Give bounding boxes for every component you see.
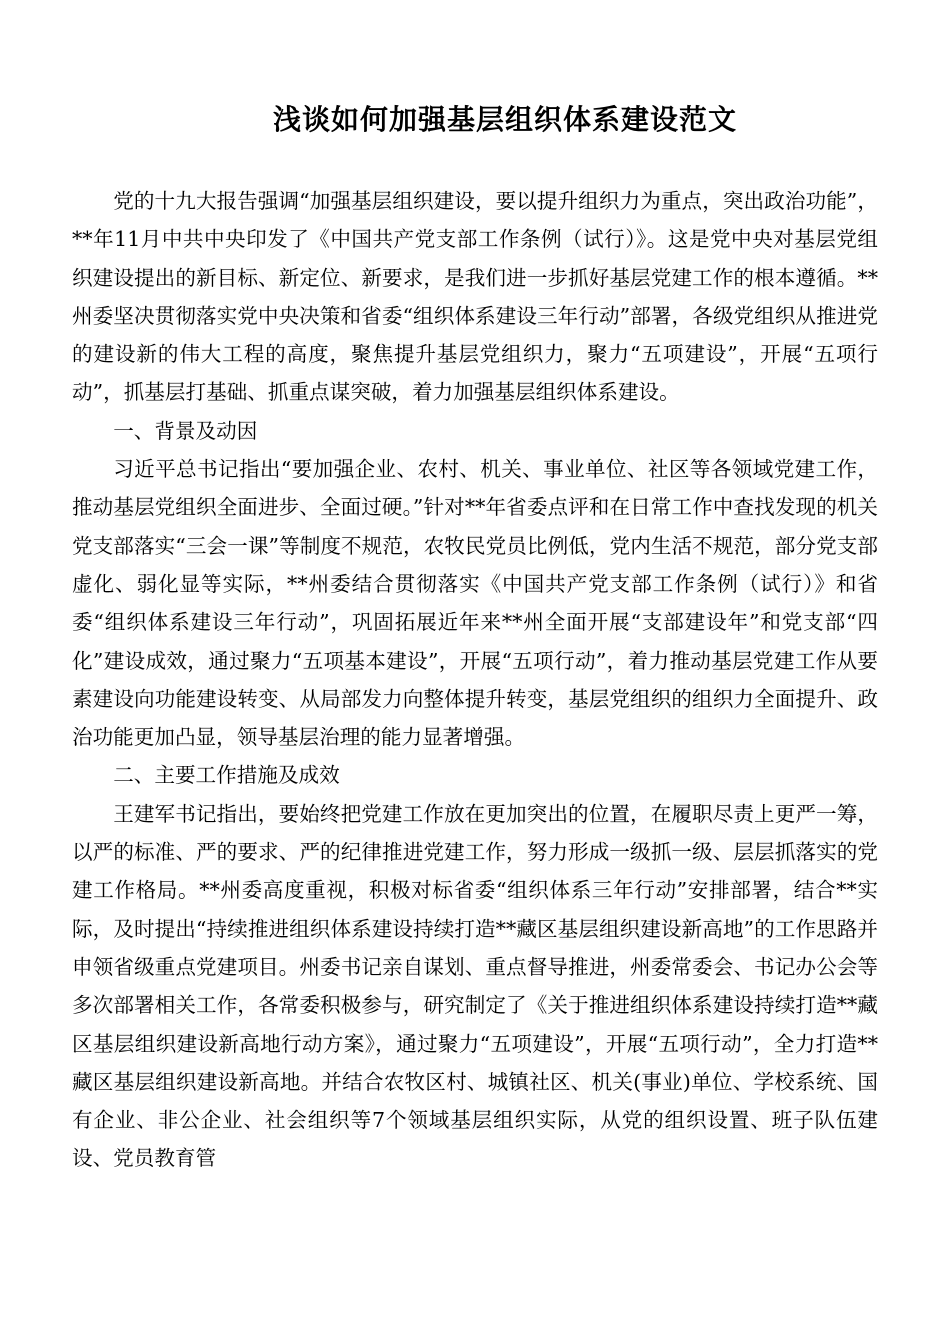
paragraph-measures: 王建军书记指出，要始终把党建工作放在更加突出的位置，在履职尽责上更严一筹，以严的标准、严的要求、严的纪律推进党建工作，努力形成一级抓一级、层层抓落实的党建工作格局。**州委高度重视，积极对标省委“组织体系三年行动”安排部署，结合**实际，及时提出“持续推进组织体系建设持续打造**藏区基层组织建设新高地”的工作思路并申领省级重点党建项目。州委书记亲自谋划、重点督导推进，州委常委会、书记办公会等多次部署相关工作，各常委积极参与，研究制定了《关于推进组织体系建设持续打造**藏区基层组织建设新高地行动方案》，通过聚力“五项建设”，开展“五项行动”，全力打造**藏区基层组织建设新高地。并结合农牧区村、城镇社区、机关(事业)单位、学校系统、国有企业、非公企业、社会组织等7个领域基层组织实际，从党的组织设置、班子队伍建设、党员教育管 [72, 801, 878, 1171]
section-heading-background: 一、背景及动因 [113, 418, 258, 443]
document-title: 浅谈如何加强基层组织体系建设范文 [272, 103, 737, 136]
document-body [72, 182, 878, 1178]
paragraph-intro: 党的十九大报告强调“加强基层组织建设，要以提升组织力为重点，突出政治功能”，**年11月中共中央印发了《中国共产党支部工作条例（试行）》。这是党中央对基层党组织建设提出的新目标、新定位、新要求，是我们进一步抓好基层党建工作的根本遵循。**州委坚决贯彻落实党中央决策和省委“组织体系建设三年行动”部署，各级党组织从推进党的建设新的伟大工程的高度，聚焦提升基层党组织力，聚力“五项建设”，开展“五项行动”，抓基层打基础、抓重点谋突破，着力加强基层组织体系建设。 [72, 189, 878, 405]
paragraph-background: 习近平总书记指出“要加强企业、农村、机关、事业单位、社区等各领域党建工作，推动基层党组织全面进步、全面过硬。”针对**年省委点评和在日常工作中查找发现的机关党支部落实“三会一课”等制度不规范，农牧民党员比例低，党内生活不规范，部分党支部虚化、弱化显等实际，**州委结合贯彻落实《中国共产党支部工作条例（试行）》和省委“组织体系建设三年行动”，巩固拓展近年来**州全面开展“支部建设年”和党支部“四化”建设成效，通过聚力“五项基本建设”，开展“五项行动”，着力推动基层党建工作从要素建设向功能建设转变、从局部发力向整体提升转变，基层党组织的组织力全面提升、政治功能更加凸显，领导基层治理的能力显著增强。 [72, 457, 878, 750]
section-heading-measures: 二、主要工作措施及成效 [113, 763, 340, 788]
